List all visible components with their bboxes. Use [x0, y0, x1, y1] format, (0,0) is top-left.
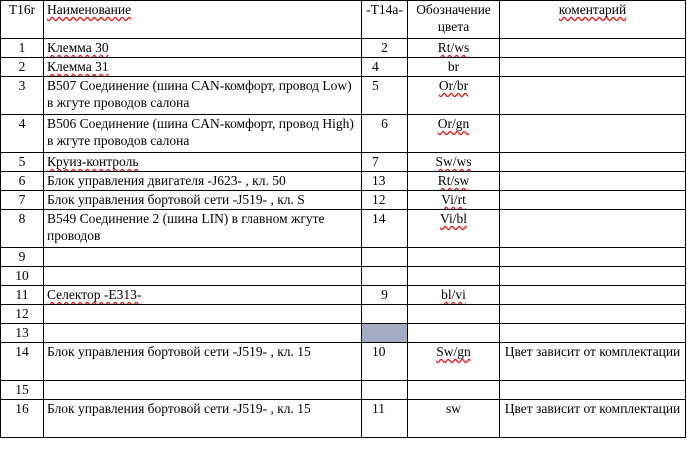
color-cell: Rt/sw — [408, 172, 500, 191]
name-cell: Блок управления двигателя -J623- , кл. 50 — [44, 172, 362, 191]
t14-cell: 4 — [362, 58, 408, 77]
t14-cell: 14 — [362, 210, 408, 248]
table-row — [1, 343, 686, 381]
name-cell: Селектор -E313- — [44, 286, 362, 305]
header-comment: коментарий — [500, 1, 686, 39]
pin-cell: 14 — [1, 343, 44, 381]
comment-cell — [500, 58, 686, 77]
t14-cell — [362, 267, 408, 286]
comment-cell — [500, 210, 686, 248]
comment-cell — [500, 39, 686, 58]
table-row — [1, 172, 686, 191]
color-cell: sw — [408, 400, 500, 438]
color-cell — [408, 248, 500, 267]
t14-cell: 5 — [362, 77, 408, 115]
header-pin: T16r — [1, 1, 44, 39]
comment-cell: Цвет зависит от комплектации — [500, 343, 686, 381]
comment-cell — [500, 172, 686, 191]
comment-cell — [500, 324, 686, 343]
t14-cell: 9 — [362, 286, 408, 305]
name-cell — [44, 248, 362, 267]
header-row — [1, 1, 686, 39]
pin-cell: 9 — [1, 248, 44, 267]
table-row — [1, 400, 686, 438]
t14-cell: 11 — [362, 400, 408, 438]
comment-cell — [500, 381, 686, 400]
color-cell — [408, 324, 500, 343]
comment-cell — [500, 153, 686, 172]
color-cell: Vi/bl — [408, 210, 500, 248]
color-cell: Sw/ws — [408, 153, 500, 172]
color-cell: Vi/rt — [408, 191, 500, 210]
color-cell — [408, 381, 500, 400]
table-row — [1, 324, 686, 343]
color-cell: Or/gn — [408, 115, 500, 153]
table-row — [1, 39, 686, 58]
color-cell — [408, 305, 500, 324]
comment-cell — [500, 77, 686, 115]
comment-cell: Цвет зависит от комплектации — [500, 400, 686, 438]
pin-cell: 11 — [1, 286, 44, 305]
header-color: Обозначение цвета — [408, 1, 500, 39]
name-cell — [44, 305, 362, 324]
table-row — [1, 210, 686, 248]
name-cell: B507 Соединение (шина CAN-комфорт, провод Low) в жгуте проводов салона — [44, 77, 362, 115]
t14-cell: 7 — [362, 153, 408, 172]
pin-cell: 15 — [1, 381, 44, 400]
table-row — [1, 153, 686, 172]
t14-cell-shaded — [362, 324, 408, 343]
color-cell — [408, 267, 500, 286]
table-row — [1, 77, 686, 115]
pin-cell: 1 — [1, 39, 44, 58]
table-row — [1, 191, 686, 210]
color-cell: Sw/gn — [408, 343, 500, 381]
name-cell: Круиз-контроль — [44, 153, 362, 172]
header-t14: -T14a- — [362, 1, 408, 39]
name-cell — [44, 381, 362, 400]
pin-cell: 3 — [1, 77, 44, 115]
table-row — [1, 248, 686, 267]
name-cell: Блок управления бортовой сети -J519- , кл. 15 — [44, 343, 362, 381]
pin-cell: 2 — [1, 58, 44, 77]
t14-cell — [362, 305, 408, 324]
pin-cell: 12 — [1, 305, 44, 324]
comment-cell — [500, 248, 686, 267]
name-cell: B549 Соединение 2 (шина LIN) в главном жгуте проводов — [44, 210, 362, 248]
name-cell — [44, 267, 362, 286]
name-cell: Блок управления бортовой сети -J519- , кл. S — [44, 191, 362, 210]
pin-cell: 7 — [1, 191, 44, 210]
table-row — [1, 305, 686, 324]
name-cell: Клемма 31 — [44, 58, 362, 77]
comment-cell — [500, 305, 686, 324]
pin-cell: 8 — [1, 210, 44, 248]
table-row — [1, 267, 686, 286]
t14-cell: 12 — [362, 191, 408, 210]
table-row — [1, 381, 686, 400]
comment-cell — [500, 286, 686, 305]
pin-cell: 13 — [1, 324, 44, 343]
table-row — [1, 58, 686, 77]
color-cell: br — [408, 58, 500, 77]
table-row — [1, 286, 686, 305]
pin-cell: 10 — [1, 267, 44, 286]
color-cell: Rt/ws — [408, 39, 500, 58]
pin-cell: 16 — [1, 400, 44, 438]
t14-cell — [362, 248, 408, 267]
t14-cell — [362, 381, 408, 400]
t14-cell: 13 — [362, 172, 408, 191]
name-cell — [44, 324, 362, 343]
comment-cell — [500, 191, 686, 210]
comment-cell — [500, 115, 686, 153]
color-cell: Or/br — [408, 77, 500, 115]
pin-cell: 4 — [1, 115, 44, 153]
t14-cell: 6 — [362, 115, 408, 153]
comment-cell — [500, 267, 686, 286]
pin-cell: 5 — [1, 153, 44, 172]
name-cell: B506 Соединение (шина CAN-комфорт, провод High) в жгуте проводов салона — [44, 115, 362, 153]
table-row — [1, 115, 686, 153]
pin-cell: 6 — [1, 172, 44, 191]
t14-cell: 10 — [362, 343, 408, 381]
name-cell: Блок управления бортовой сети -J519- , кл. 15 — [44, 400, 362, 438]
header-name: Наименование — [44, 1, 362, 39]
color-cell: bl/vi — [408, 286, 500, 305]
t14-cell: 2 — [362, 39, 408, 58]
name-cell: Клемма 30 — [44, 39, 362, 58]
